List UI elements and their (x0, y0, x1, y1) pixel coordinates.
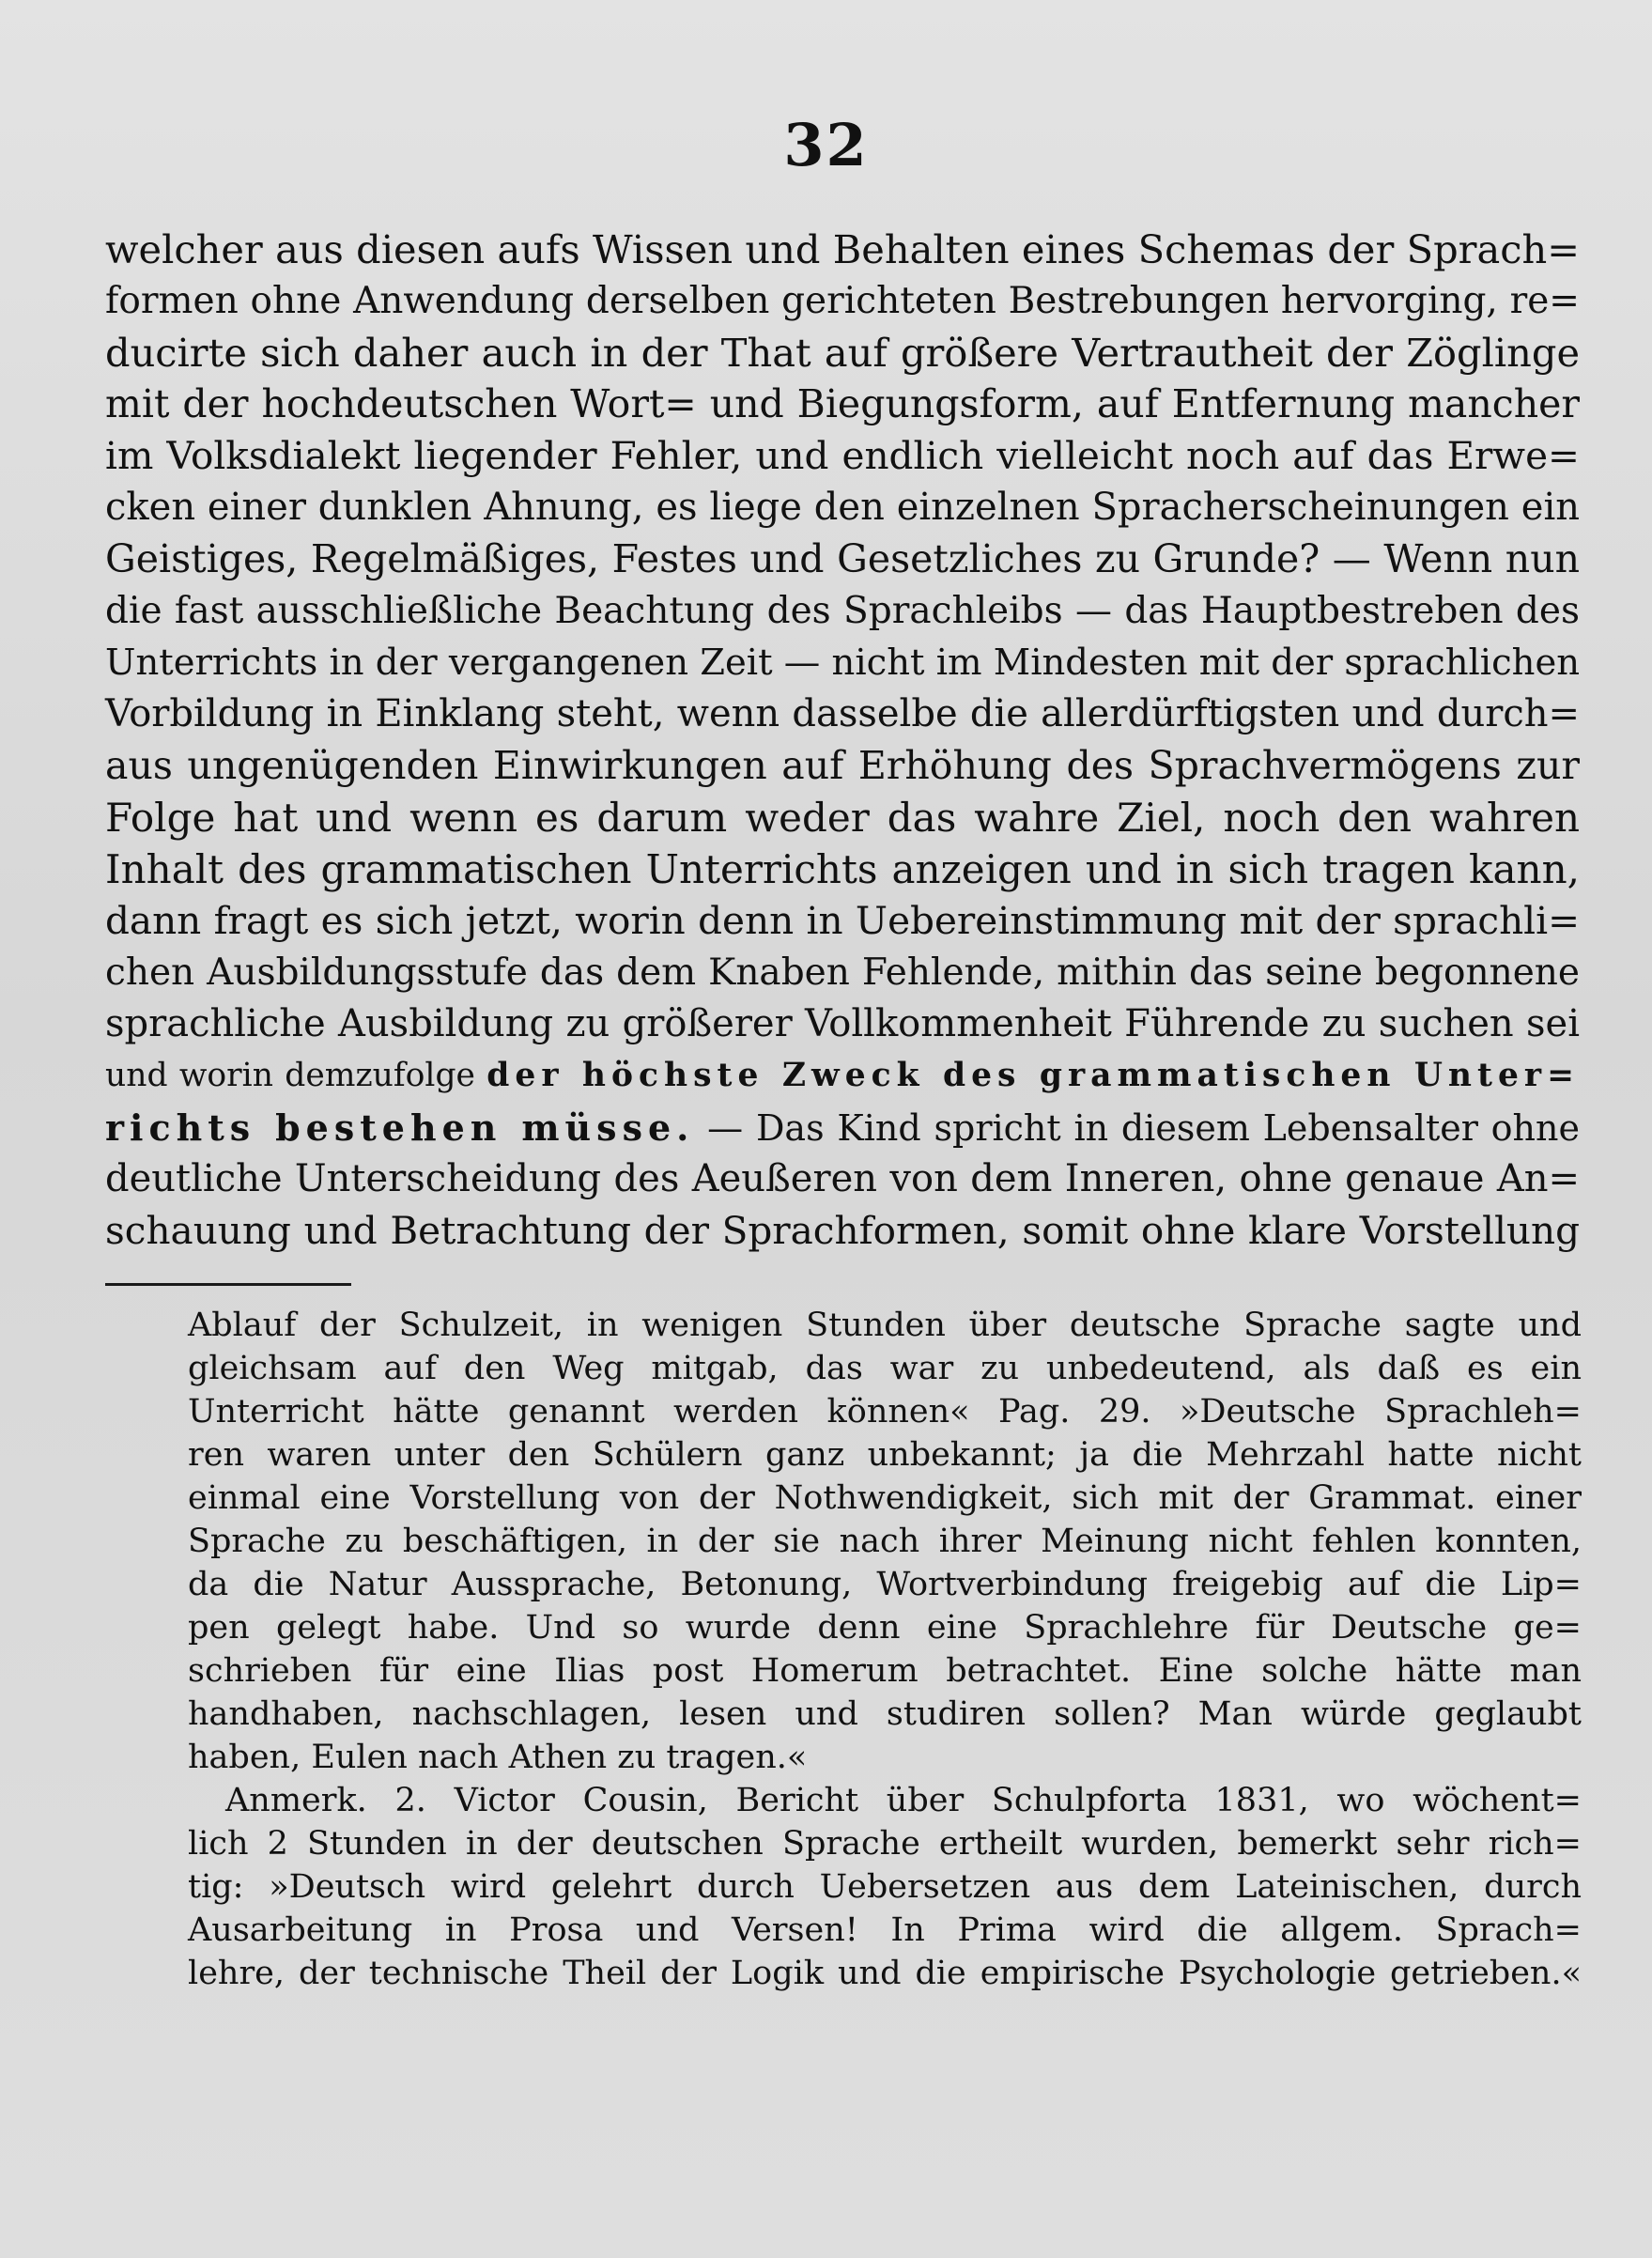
footnote-line: lich 2 Stunden in der deutschen Sprache ertheilt wurden, bemerkt sehr rich= (188, 1825, 1582, 1863)
text-line: im Volksdialekt liegender Fehler, und endlich vielleicht noch auf das Erwe= (105, 433, 1580, 478)
text-line: welcher aus diesen aufs Wissen und Behalten eines Schemas der Sprach= (105, 226, 1580, 272)
text-line: aus ungenügenden Einwirkungen auf Erhöhung des Sprachvermögens zur (105, 743, 1580, 788)
text-line: dann fragt es sich jetzt, worin denn in Uebereinstimmung mit der sprachli= (105, 898, 1580, 943)
text-line: schauung und Betrachtung der Sprachformen, somit ohne klare Vorstellung (105, 1208, 1580, 1253)
footnote-line: gleichsam auf den Weg mitgab, das war zu unbedeutend, als daß es ein (188, 1350, 1582, 1387)
emphasized-text: richts bestehen müsse. (105, 1106, 695, 1149)
text-line: Vorbildung in Einklang steht, wenn dasselbe die allerdürftigsten und durch= (105, 692, 1580, 735)
footnote-line: da die Natur Aussprache, Betonung, Wortverbindung freigebig auf die Lip= (188, 1566, 1582, 1603)
footnote-line: tig: »Deutsch wird gelehrt durch Uebersetzen aus dem Lateinischen, durch (188, 1868, 1582, 1906)
text-line: formen ohne Anwendung derselben gerichteten Bestrebungen hervorging, re= (105, 280, 1580, 322)
text-line: sprachliche Ausbildung zu größerer Vollkommenheit Führende zu suchen sei (105, 1002, 1580, 1045)
text-line: deutliche Unterscheidung des Aeußeren von dem Inneren, ohne genaue An= (105, 1157, 1580, 1200)
page-number: 32 (783, 111, 869, 179)
footnote-line: lehre, der technische Theil der Logik und die empirische Psychologie getrieben.« (188, 1955, 1582, 1992)
text-line: die fast ausschließliche Beachtung des Sprachleibs — das Hauptbestreben des (105, 590, 1580, 632)
emphasized-text: der höchste Zweck des grammatischen Unter= (486, 1057, 1580, 1094)
footnote-line: Ausarbeitung in Prosa und Versen! In Prima wird die allgem. Sprach= (188, 1911, 1582, 1949)
text-line-rest: — Das Kind spricht in diesem Lebensalter ohne (694, 1107, 1580, 1149)
text-line: chen Ausbildungsstufe das dem Knaben Fehlende, mithin das seine begonnene (105, 951, 1580, 994)
footnote-line: handhaben, nachschlagen, lesen und studiren sollen? Man würde geglaubt (188, 1695, 1582, 1733)
footnote-line-remark: Anmerk. 2. Victor Cousin, Bericht über Schulpforta 1831, wo wöchent= (225, 1782, 1582, 1819)
footnotes-block (188, 1304, 1582, 1995)
text-line: cken einer dunklen Ahnung, es liege den einzelnen Spracherscheinungen ein (105, 486, 1580, 529)
text-line: Geistiges, Regelmäßiges, Festes und Gesetzliches zu Grunde? — Wenn nun (105, 536, 1580, 581)
text-line: mit der hochdeutschen Wort= und Biegungsform, auf Entfernung mancher (105, 381, 1580, 426)
main-text-block (105, 224, 1580, 1257)
text-line: Inhalt des grammatischen Unterrichts anzeigen und in sich tragen kann, (105, 846, 1580, 892)
footnote-line: Unterricht hätte genannt werden können« Pag. 29. »Deutsche Sprachleh= (188, 1393, 1582, 1431)
footnote-divider (105, 1283, 351, 1286)
footnote-line: Sprache zu beschäftigen, in der sie nach ihrer Meinung nicht fehlen konnten, (188, 1523, 1582, 1560)
footnote-line: haben, Eulen nach Athen zu tragen.« (188, 1739, 808, 1776)
footnote-line: ren waren unter den Schülern ganz unbekannt; ja die Mehrzahl hatte nicht (188, 1436, 1582, 1474)
footnote-line: Ablauf der Schulzeit, in wenigen Stunden über deutsche Sprache sagte und (188, 1307, 1582, 1344)
text-line: Folge hat und wenn es darum weder das wahre Ziel, noch den wahren (105, 795, 1580, 841)
text-line: Unterrichts in der vergangenen Zeit — nicht im Mindesten mit der sprachlichen (105, 642, 1581, 684)
footnote-line: einmal eine Vorstellung von der Nothwendigkeit, sich mit der Grammat. einer (188, 1479, 1582, 1517)
text-line-emphasis (105, 1050, 1580, 1102)
text-line-prefix: und worin demzufolge (105, 1057, 487, 1094)
text-line: ducirte sich daher auch in der That auf größere Vertrautheit der Zöglinge (105, 330, 1580, 376)
text-line-emphasis (105, 1102, 1580, 1153)
footnote-line: schrieben für eine Ilias post Homerum betrachtet. Eine solche hätte man (188, 1652, 1582, 1690)
footnote-line: pen gelegt habe. Und so wurde denn eine Sprachlehre für Deutsche ge= (188, 1609, 1582, 1647)
